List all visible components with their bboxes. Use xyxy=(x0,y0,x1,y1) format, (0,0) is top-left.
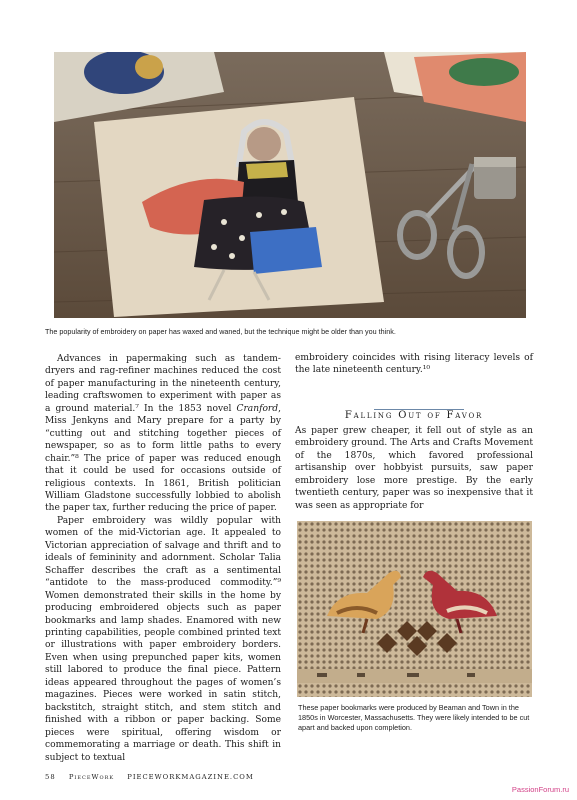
page-footer xyxy=(45,773,264,781)
article-paragraph-2: Paper embroidery was wildly popular with women of the mid-Victorian age. It appealed to Victorian appreciation of salvage and thrift and to ideals of femininity and adornment. Scholar Talia Schaffer describes the craft as a sentimental “antidote to the mass-produced commodity.”⁹ Women demonstrated their skills in the home by producing embroidered objects such as paper bookmarks and lamp shades. Enamored with new printing capabilities, people combined printed text or illustrations with paper embroidery borders. Even when using prepunched paper kits, women still labored to produce the final piece. Pattern ideas appeared throughout the pages of women’s magazines. Pieces were worked in satin stitch, backstitch, straight stitch, and stem stitch and finished with a ribbon or paper backing. Some pieces were spiritual, offering wisdom or commemorating a marriage or death. This shift in subject to textual xyxy=(45,515,281,763)
photo-caption: The popularity of embroidery on paper has waxed and waned, but the technique might be older than you think. xyxy=(45,327,396,336)
article-right-column-lower xyxy=(295,425,533,512)
article-paragraph-3: embroidery coincides with rising literacy levels of the late nineteenth century.¹⁰ xyxy=(295,353,533,376)
article-paragraph-1: Advances in papermaking such as tandem-dryers and rag-refiner machines reduced the cost of paper manufacturing in the nineteenth century, leading craftswomen to experiment with paper as a ground material.⁷ In the 1853 novel Cranford, Miss Jenkyns and Mary prepare for a party by “cutting out and stitching together pieces of newspaper, so as to form little paths to every chair.”⁸ The price of paper was reduced enough that it could be used for occasions outside of religious contexts. In 1861, British politician William Gladstone successfully lobbied to abolish the paper tax, further reducing the price of paper. xyxy=(45,354,281,514)
embroidery-photo xyxy=(54,52,526,318)
watermark: PassionForum.ru xyxy=(511,785,569,794)
article-left-column xyxy=(45,353,281,764)
article-paragraph-4: As paper grew cheaper, it fell out of style as an embroidery ground. The Arts and Crafts Movement of the 1870s, which favored professional artisanship over hobbyist pursuits, saw paper embroidery lose more prestige. By the early twentieth century, paper was so inexpensive that it was seen as appropriate for xyxy=(295,426,533,511)
novel-title: Cranford xyxy=(236,403,279,414)
article-right-column xyxy=(295,352,533,377)
page-number: 58 xyxy=(45,773,56,781)
magazine-website: PIECEWORKMAGAZINE.COM xyxy=(127,773,254,781)
section-heading: Falling Out of Favor xyxy=(344,410,484,421)
magazine-name: PieceWork xyxy=(68,773,115,781)
bookmark-photo xyxy=(297,521,532,697)
bookmark-caption: These paper bookmarks were produced by Beaman and Town in the 1850s in Worcester, Massachusetts. They were likely intended to be cut apart and backed upon completion. xyxy=(298,703,530,732)
